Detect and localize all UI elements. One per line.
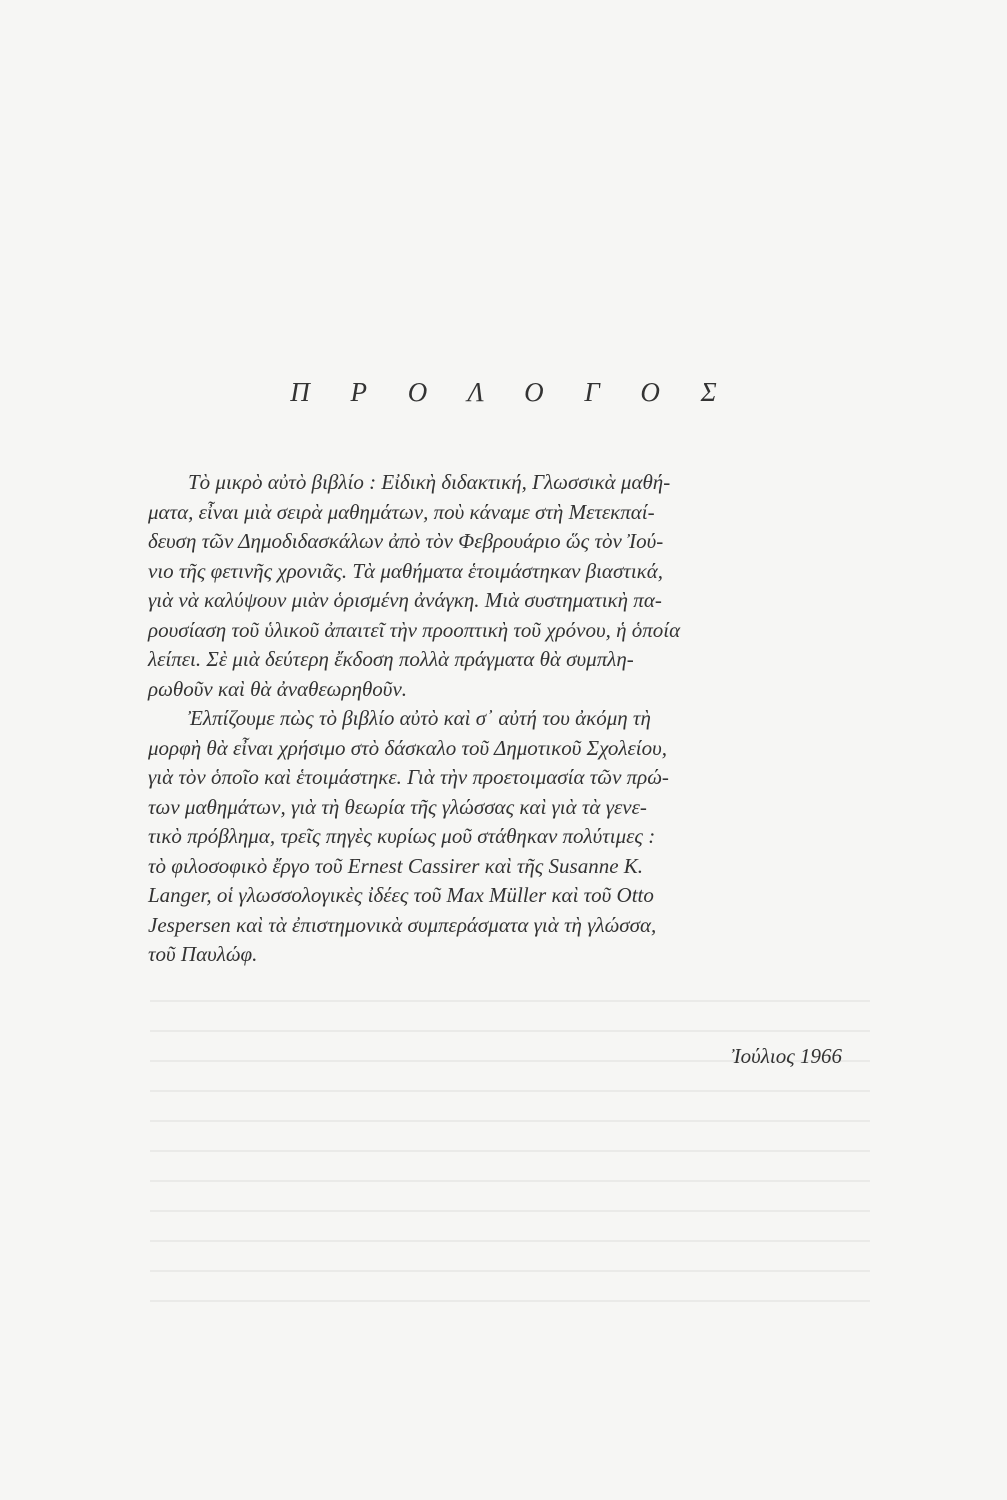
- text-line: ρουσίαση τοῦ ὑλικοῦ ἀπαιτεῖ τὴν προοπτικὴ τοῦ χρόνου, ἡ ὁποία: [148, 617, 681, 642]
- paragraph-2: [148, 704, 842, 970]
- text-line: Langer, οἱ γλωσσολογικὲς ἰδέες τοῦ Max Müller καὶ τοῦ Otto: [148, 883, 654, 907]
- text-line: Jespersen καὶ τὰ ἐπιστημονικὰ συμπεράσματα γιὰ τὴ γλώσσα,: [148, 912, 657, 937]
- paragraph-1: [148, 468, 842, 704]
- signature-date: Ἰούλιος 1966: [731, 1044, 842, 1068]
- text-line: μορφὴ θὰ εἶναι χρήσιμο στὸ δάσκαλο τοῦ Δημοτικοῦ Σχολείου,: [148, 735, 667, 760]
- text-line: Ἐλπίζουμε πὼς τὸ βιβλίο αὐτὸ καὶ σ᾿ αὐτή του ἀκόμη τὴ: [188, 706, 651, 730]
- page-title: Π Ρ Ο Λ Ο Γ Ο Σ: [290, 377, 734, 407]
- text-line: τοῦ Παυλώφ.: [148, 942, 258, 966]
- text-line: νιο τῆς φετινῆς χρονιᾶς. Τὰ μαθήματα ἑτοιμάστηκαν βιαστικά,: [148, 558, 664, 583]
- text-line: ρωθοῦν καὶ θὰ ἀναθεωρηθοῦν.: [148, 676, 408, 701]
- text-line: γιὰ νὰ καλύψουν μιὰν ὁρισμένη ἀνάγκη. Μιὰ συστηματικὴ πα-: [148, 588, 662, 612]
- text-line: γιὰ τὸν ὁποῖο καὶ ἑτοιμάστηκε. Γιὰ τὴν προετοιμασία τῶν πρώ-: [148, 765, 669, 789]
- preface-text: [148, 468, 842, 970]
- text-line: τικὸ πρόβλημα, τρεῖς πηγὲς κυρίως μοῦ στάθηκαν πολύτιμες :: [148, 824, 656, 848]
- text-line: λείπει. Σὲ μιὰ δεύτερη ἔκδοση πολλὰ πράγματα θὰ συμπλη-: [148, 647, 634, 671]
- text-line: τὸ φιλοσοφικὸ ἔργο τοῦ Ernest Cassirer καὶ τῆς Susanne K.: [148, 853, 644, 878]
- text-line: Τὸ μικρὸ αὐτὸ βιβλίο : Εἰδικὴ διδακτική, Γλωσσικὰ μαθή-: [188, 470, 671, 494]
- text-line: ματα, εἶναι μιὰ σειρὰ μαθημάτων, ποὺ κάναμε στὴ Μετεκπαί-: [148, 499, 655, 524]
- text-line: των μαθημάτων, γιὰ τὴ θεωρία τῆς γλώσσας καὶ γιὰ τὰ γενε-: [148, 794, 647, 819]
- text-line: δευση τῶν Δημοδιδασκάλων ἀπὸ τὸν Φεβρουάριο ὥς τὸν Ἰού-: [148, 529, 664, 553]
